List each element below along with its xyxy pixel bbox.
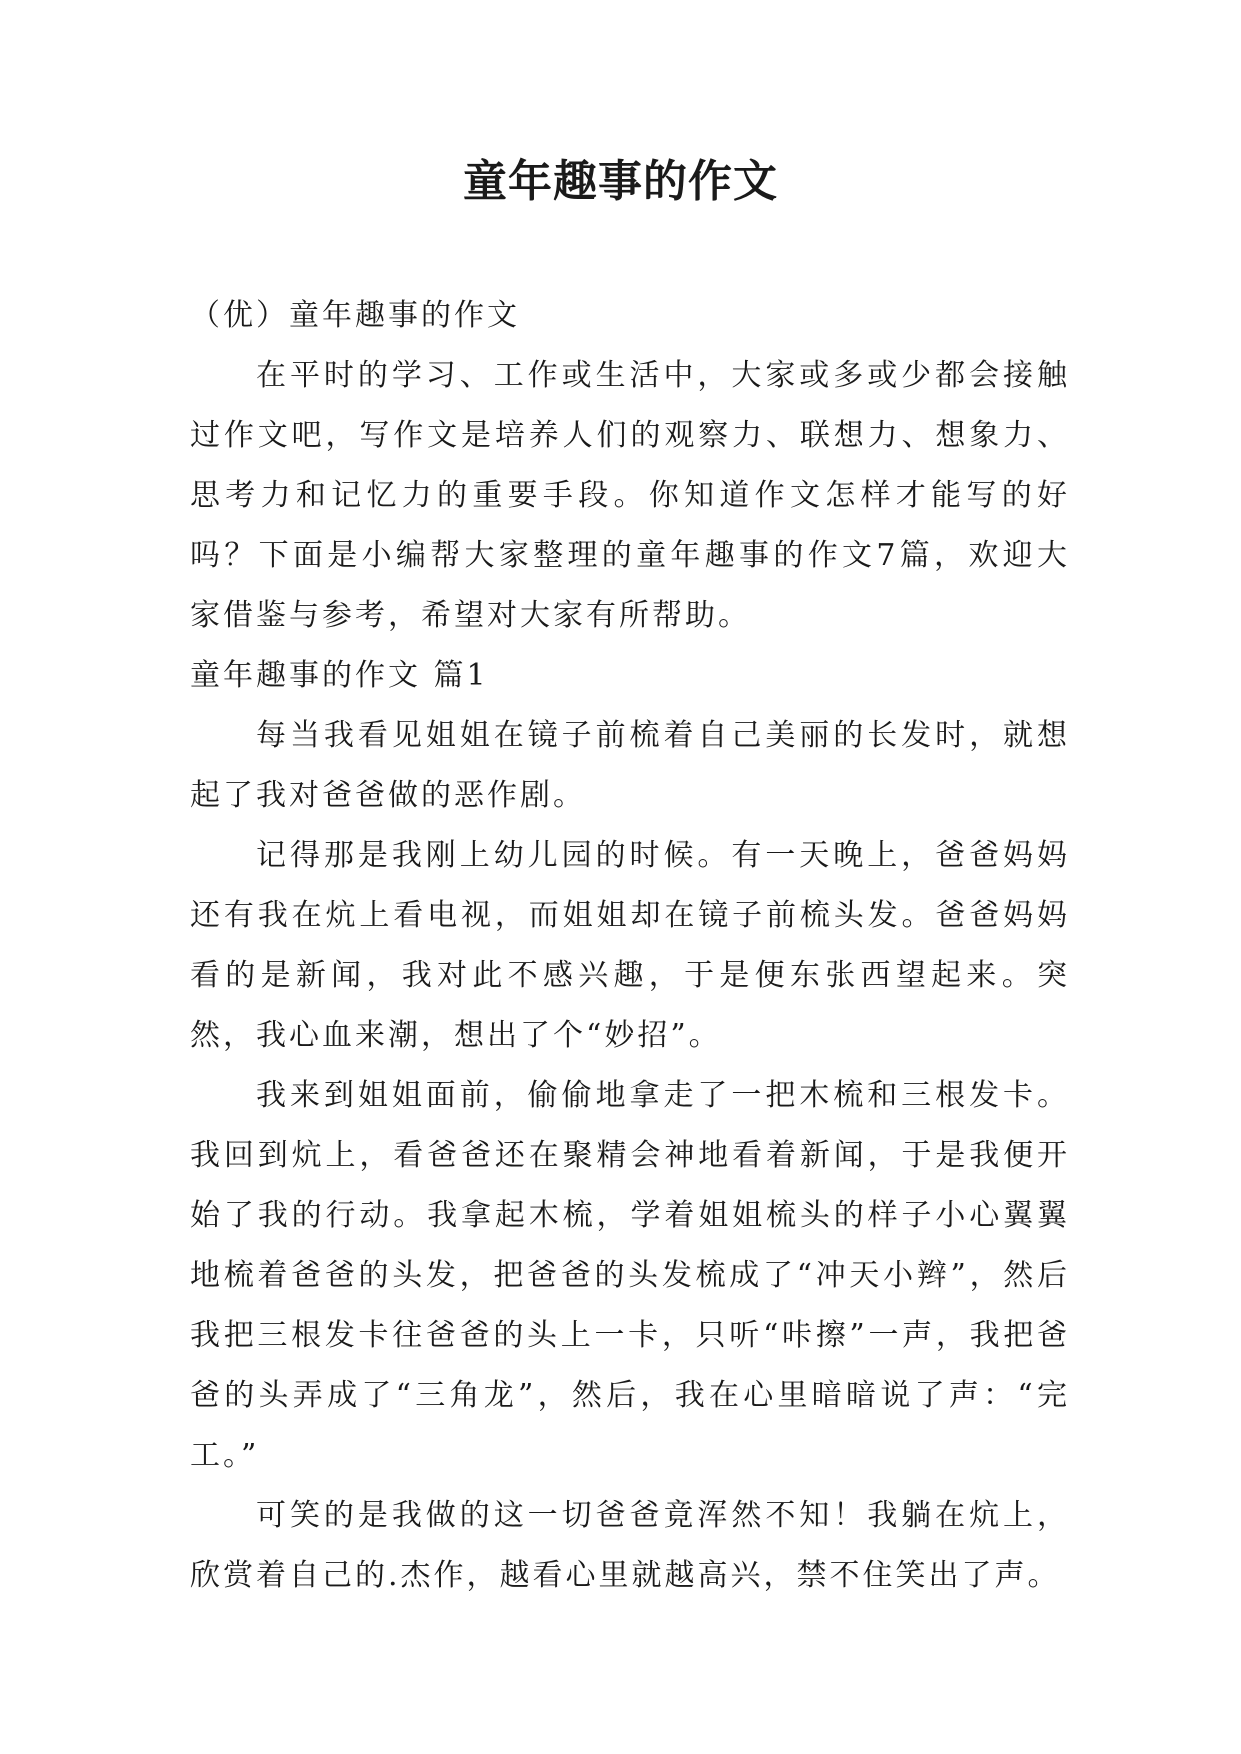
paragraph: 我来到姐姐面前，偷偷地拿走了一把木梳和三根发卡。我回到炕上，看爸爸还在聚精会神地看着新闻，于是我便开始了我的行动。我拿起木梳，学着姐姐梳头的样子小心翼翼地梳着爸爸的头发，把爸爸的头发梳成了“冲天小辫”，然后我把三根发卡往爸爸的头上一卡，只听“咔擦”一声，我把爸爸的头弄成了“三角龙”，然后，我在心里暗暗说了声：“完工。” xyxy=(190,1078,1070,1473)
paragraph-intro: 在平时的学习、工作或生活中，大家或多或少都会接触过作文吧，写作文是培养人们的观察力、联想力、想象力、思考力和记忆力的重要手段。你知道作文怎样才能写的好吗？下面是小编帮大家整理的童年趣事的作文7篇，欢迎大家借鉴与参考，希望对大家有所帮助。 xyxy=(190,358,1070,633)
paragraph-subtitle: （优）童年趣事的作文 xyxy=(190,298,520,333)
document-body xyxy=(190,286,1070,1606)
paragraph: 可笑的是我做的这一切爸爸竟浑然不知！我躺在炕上，欣赏着自己的.杰作，越看心里就越高兴，禁不住笑出了声。 xyxy=(190,1498,1070,1593)
paragraph: 记得那是我刚上幼儿园的时候。有一天晚上，爸爸妈妈还有我在炕上看电视，而姐姐却在镜子前梳头发。爸爸妈妈看的是新闻，我对此不感兴趣，于是便东张西望起来。突然，我心血来潮，想出了个“妙招”。 xyxy=(190,838,1070,1053)
section-heading: 童年趣事的作文 篇1 xyxy=(190,658,489,693)
document-title: 童年趣事的作文 xyxy=(463,156,778,207)
paragraph: 每当我看见姐姐在镜子前梳着自己美丽的长发时，就想起了我对爸爸做的恶作剧。 xyxy=(190,718,1070,813)
